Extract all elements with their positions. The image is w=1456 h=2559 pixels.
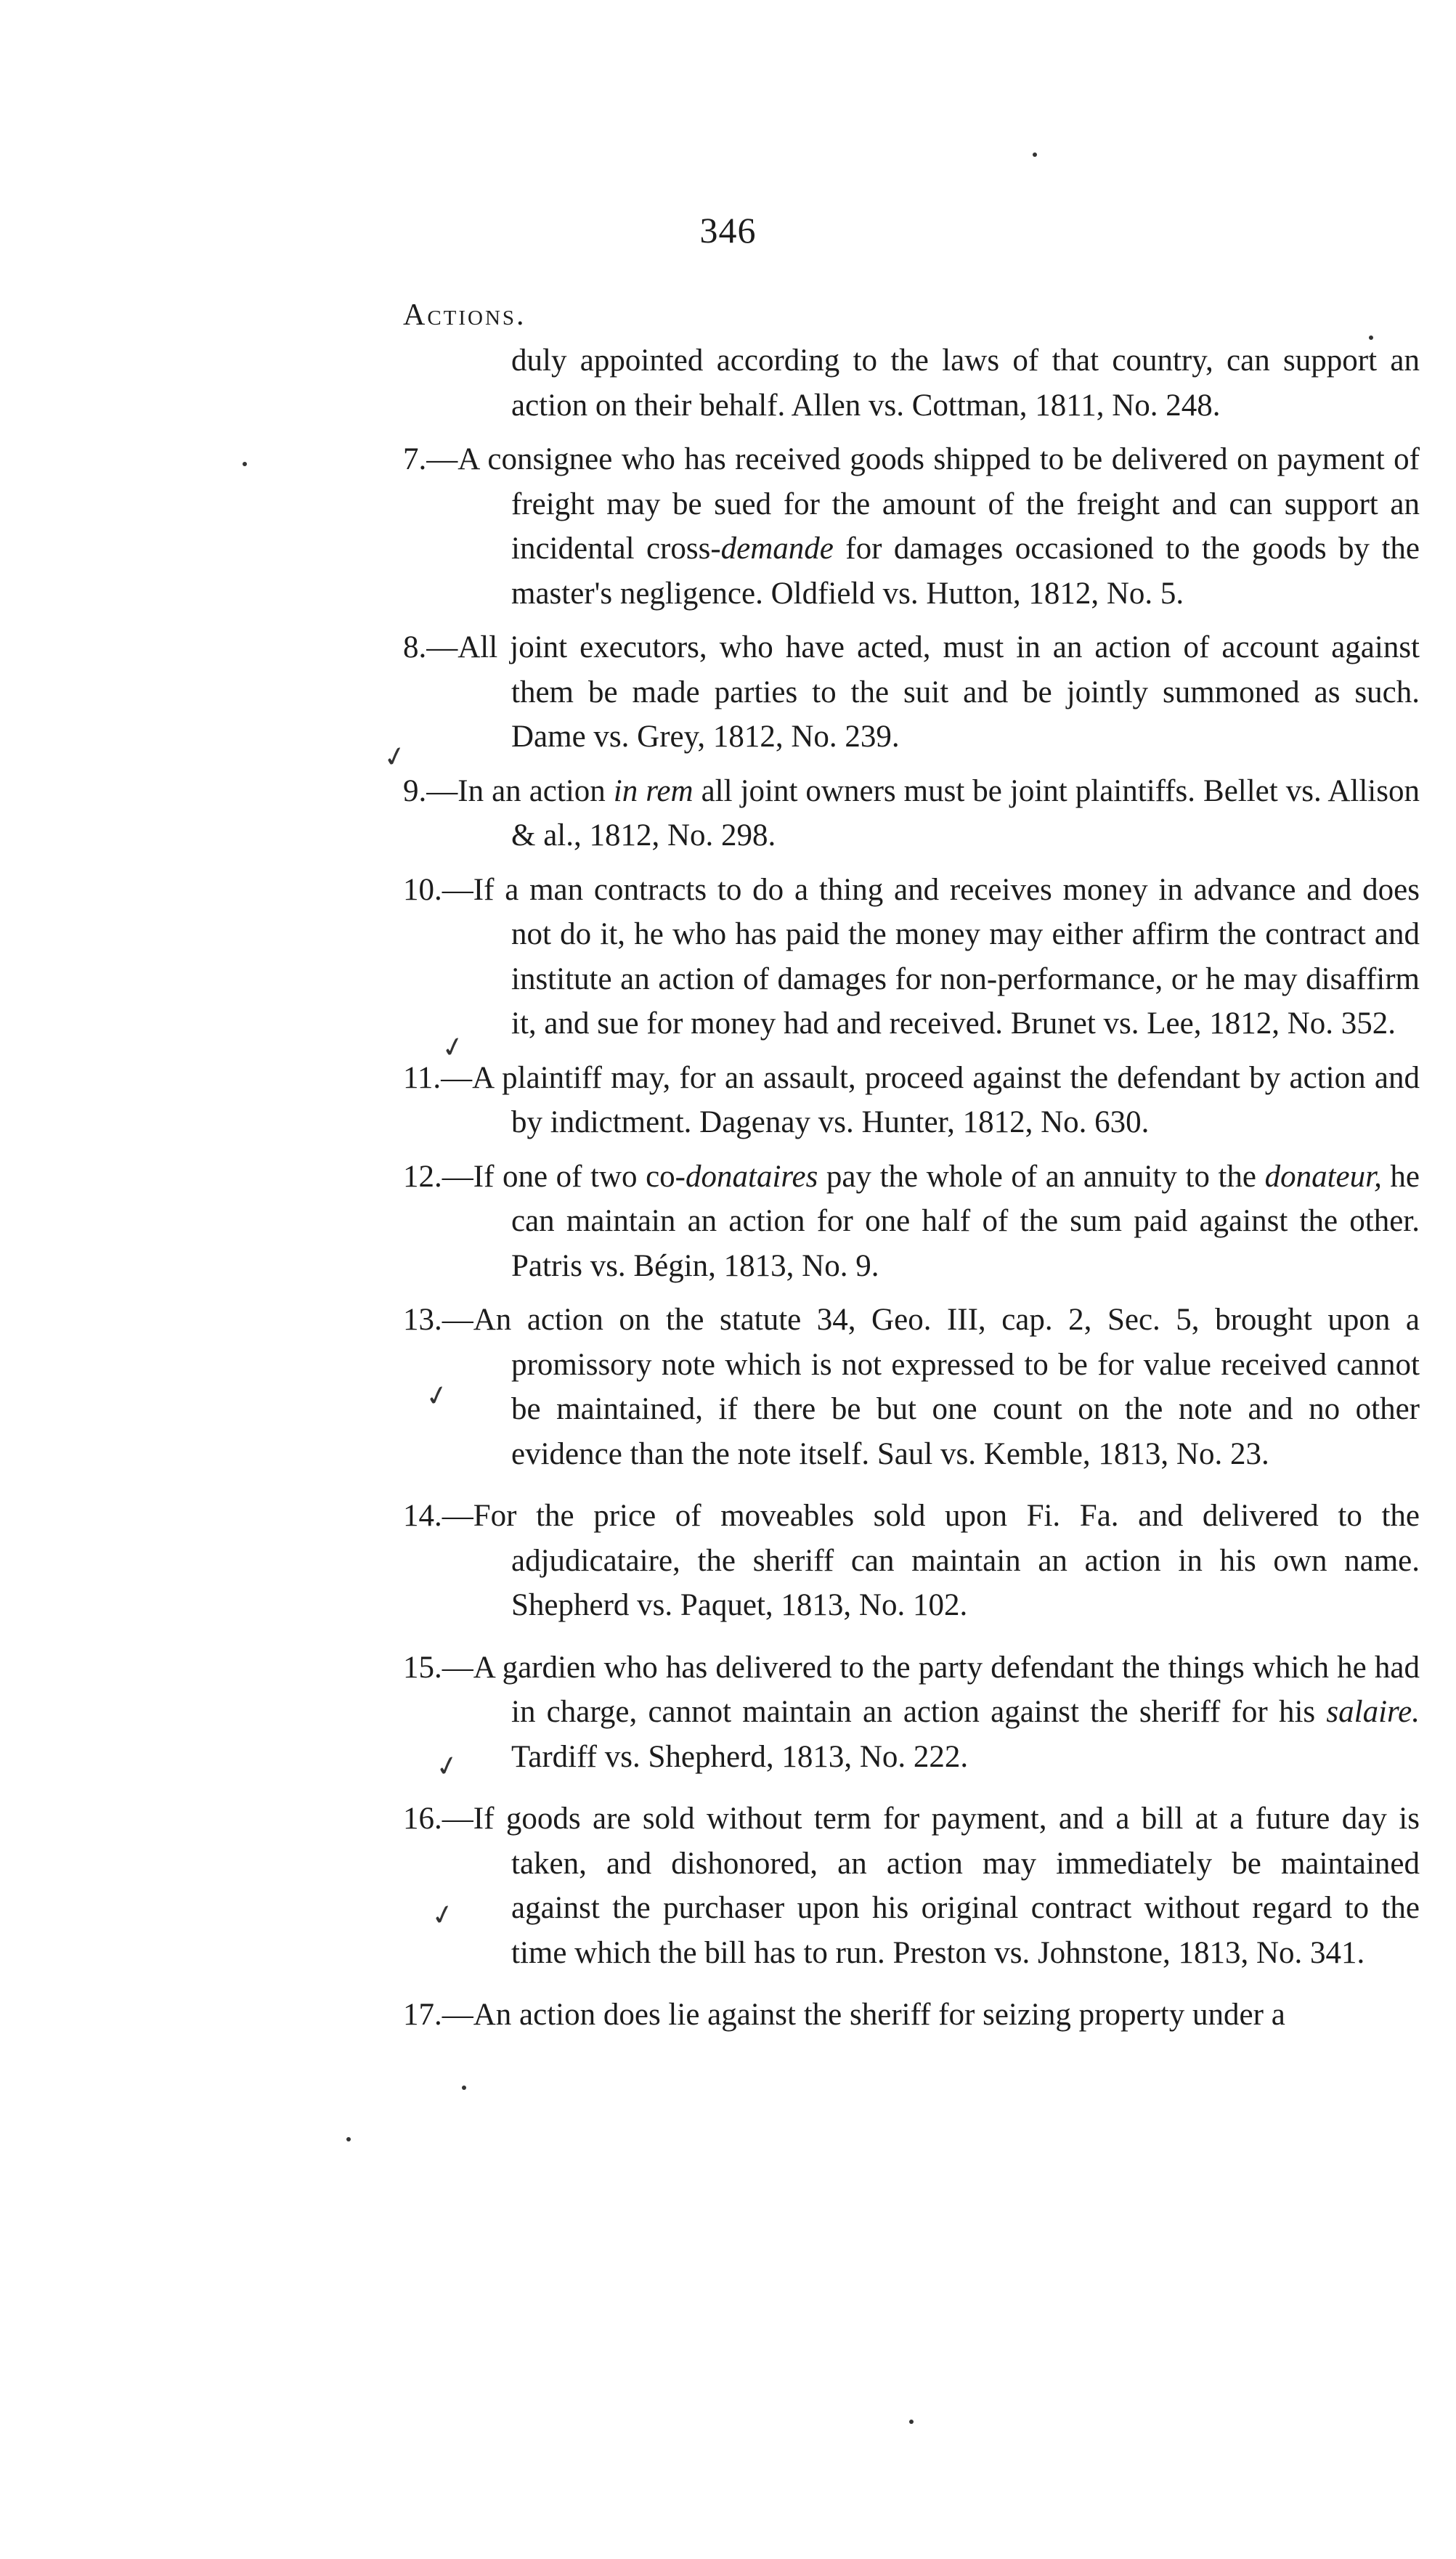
paragraph <box>403 1155 1420 1289</box>
paragraph <box>403 769 1420 858</box>
paragraph-number: 13. <box>403 1303 442 1337</box>
paragraph-number: 11. <box>403 1060 442 1095</box>
italic-term: salaire. <box>1326 1695 1420 1729</box>
paragraph-text: —An action on the statute 34, Geo. III, cap. 2, Sec. 5, brought upon a promissory note which is not expressed to be for value received cannot be maintained, if there be but one count on the note and no other evidence than the note itself. Saul vs. Kemble, 1813, No. 23. <box>442 1303 1420 1471</box>
paragraph-text: —If one of two co- <box>442 1159 686 1194</box>
paragraph <box>403 1298 1420 1476</box>
paragraph-number: 17. <box>403 1998 442 2032</box>
margin-tick-mark: ✓ <box>428 1897 458 1933</box>
italic-term: demande <box>720 532 834 566</box>
italic-term: in rem <box>613 773 694 808</box>
paragraph-number: 15. <box>403 1650 442 1685</box>
paragraph-text: —A plaintiff may, for an assault, proceed against the defendant by action and by indictment. Dagenay vs. Hunter, 1812, No. 630. <box>441 1060 1420 1139</box>
scan-speck <box>1033 152 1037 157</box>
paragraph <box>403 868 1420 1046</box>
paragraph-text: he can maintain an action for one half of the sum paid against the other. Patris vs. Bégin, 1813, No. 9. <box>511 1159 1420 1283</box>
paragraph-number: 14. <box>403 1499 442 1533</box>
margin-tick-mark: ✓ <box>432 1748 463 1784</box>
paragraph-text: —A consignee who has received goods shipped to be delivered on payment of freight may be sued for the amount of the freight and can support an incidental cross- <box>426 442 1420 566</box>
margin-tick-mark: ✓ <box>380 739 410 775</box>
paragraph <box>403 1645 1420 1780</box>
paragraph <box>403 1993 1420 2038</box>
paragraph-number: 8. <box>403 630 427 664</box>
paragraph-text: —All joint executors, who have acted, must in an action of account against them be made parties to the suit and be jointly summoned as such. Dame vs. Grey, 1812, No. 239. <box>426 630 1420 754</box>
paragraph-text: —A gardien who has delivered to the party defendant the things which he had in charge, cannot maintain an action against the sheriff for his <box>442 1650 1420 1729</box>
paragraph-number: 12. <box>403 1159 442 1194</box>
scan-speck <box>1369 335 1373 340</box>
paragraph-text: —If goods are sold without term for payment, and a bill at a future day is taken, and dishonored, an action may immediately be maintained against the purchaser upon his original contract without regard to the time which the bill has to run. Preston vs. Johnstone, 1813, No. 341. <box>442 1802 1420 1970</box>
paragraph <box>403 1494 1420 1628</box>
italic-term: donateur, <box>1264 1159 1382 1194</box>
paragraph-text: —In an action <box>426 773 614 808</box>
running-head: Actions. <box>403 298 526 332</box>
paragraph-text: —An action does lie against the sheriff for seizing property under a <box>442 1998 1285 2032</box>
margin-tick-mark: ✓ <box>438 1029 468 1065</box>
paragraph-text: for damages occasioned to the goods by the master's negligence. Oldfield vs. Hutton, 1812, No. 5. <box>511 532 1420 611</box>
scan-speck <box>909 2420 914 2424</box>
paragraph-text: pay the whole of an annuity to the <box>818 1159 1265 1194</box>
paragraph-number: 9. <box>403 773 427 808</box>
paragraph-number: 10. <box>403 872 442 907</box>
scan-speck <box>243 462 247 466</box>
page-number: 346 <box>699 210 757 251</box>
paragraph <box>403 338 1420 428</box>
paragraph <box>403 1056 1420 1145</box>
paragraph-text: —For the price of moveables sold upon Fi. Fa. and delivered to the adjudicataire, the sheriff can maintain an action in his own name. Shepherd vs. Paquet, 1813, No. 102. <box>442 1499 1420 1622</box>
paragraph <box>403 437 1420 616</box>
margin-tick-mark: ✓ <box>422 1378 452 1414</box>
paragraph-number: 16. <box>403 1802 442 1836</box>
paragraph-text: all joint owners must be joint plaintiffs. Bellet vs. Allison & al., 1812, No. 298. <box>511 773 1420 853</box>
paragraph-number: 7. <box>403 442 427 476</box>
scan-speck <box>462 2086 466 2090</box>
paragraph-text: —If a man contracts to do a thing and receives money in advance and does not do it, he who has paid the money may either affirm the contract and institute an action of damages for non-performance, or he may disaffirm it, and sue for money had and received. Brunet vs. Lee, 1812, No. 352. <box>442 872 1420 1041</box>
scan-speck <box>346 2137 351 2141</box>
italic-term: donataires <box>686 1159 818 1194</box>
paragraph-text: Tardiff vs. Shepherd, 1813, No. 222. <box>511 1739 969 1774</box>
body-text <box>403 338 1420 2055</box>
paragraph <box>403 1797 1420 1975</box>
paragraph-text: duly appointed according to the laws of that country, can support an action on their behalf. Allen vs. Cottman, 1811, No. 248. <box>511 343 1420 423</box>
paragraph <box>403 625 1420 760</box>
